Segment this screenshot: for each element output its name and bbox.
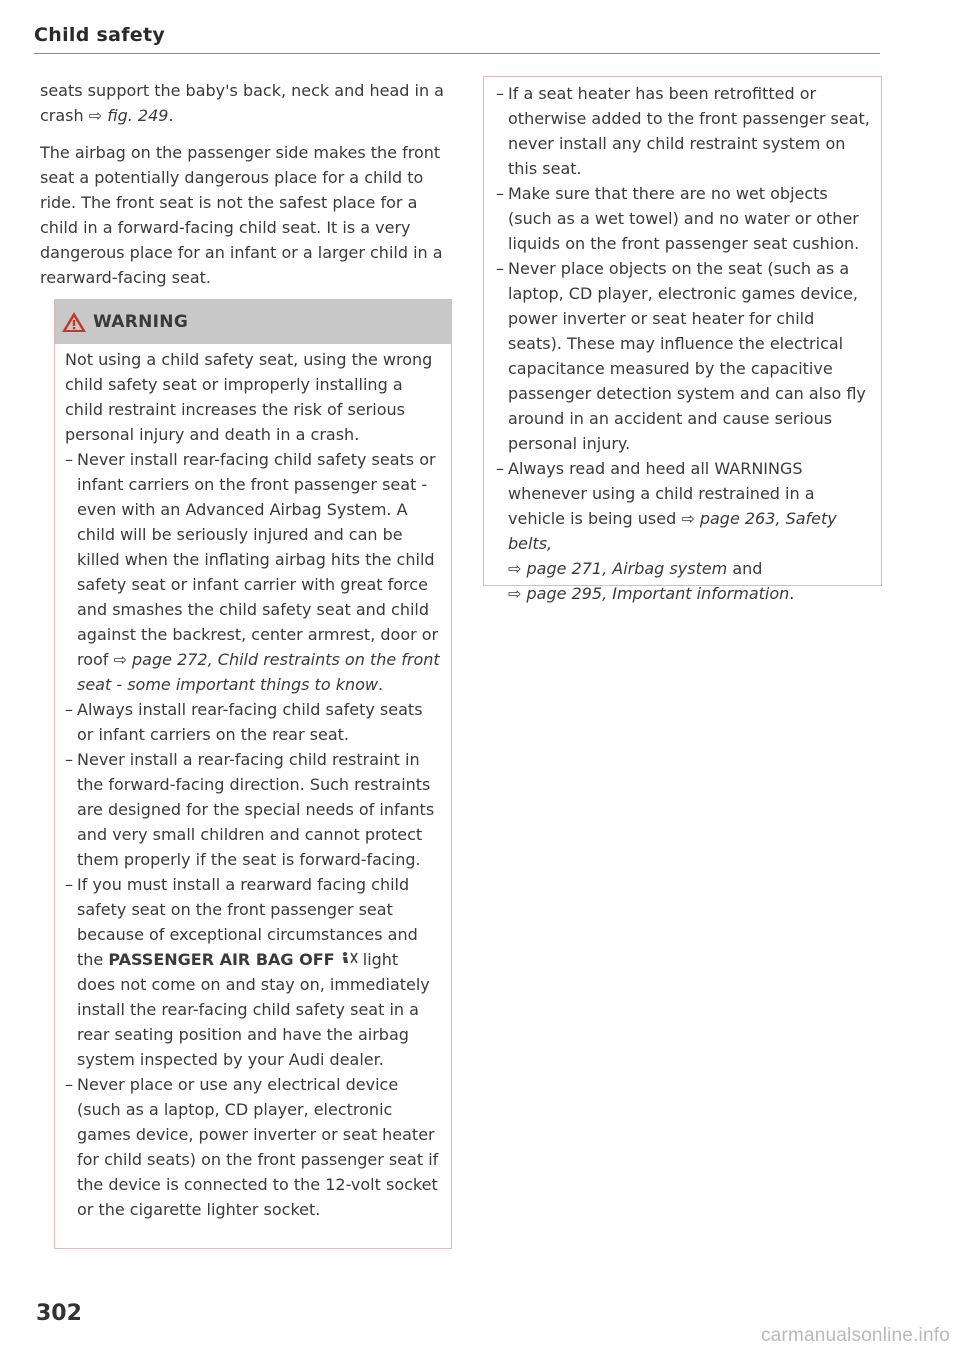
page-reference[interactable]: ⇨ page 271, Airbag system (508, 559, 728, 578)
page-reference[interactable]: ⇨ page 272, Child restraints on the front seat - some important things to know (77, 650, 440, 694)
list-item: – Never place objects on the seat (such as a laptop, CD player, electronic games device, power inverter or seat heater for child seats). These may influence the electrical capacitance measured by the capacitive passenger detection system and can also fly around in an accident and cause serious personal injury. (496, 256, 871, 456)
warning-list-continued (496, 81, 871, 606)
section-title: Child safety (34, 24, 166, 46)
list-item: – Never install rear-facing child safety seats or infant carriers on the front passenger seat - even with an Advanced Airbag System. A child will be seriously injured and can be killed when the inflating airbag hits the child safety seat or infant carrier with great force and smashes the child safety seat and child against the backrest, center armrest, door or roof ⇨ page 272, Child restraints on the front seat - some important things to know. (65, 447, 441, 697)
figure-reference[interactable]: ⇨ fig. 249 (88, 106, 169, 125)
indicator-name: PASSENGER AIR BAG OFF (108, 950, 335, 969)
watermark: carmanualsonline.info (760, 1325, 950, 1346)
list-item: – Never place or use any electrical device (such as a laptop, CD player, electronic games device, power inverter or seat heater for child seats) on the front passenger seat if the device is connected to the 12-volt socket or the cigarette lighter socket. (65, 1072, 441, 1222)
warning-label: WARNING (93, 312, 189, 332)
warning-box (54, 299, 452, 1249)
intro-paragraph-2: The airbag on the passenger side makes the front seat a potentially dangerous place for a child to ride. The front seat is not the safest place for a child in a forward-facing child seat. It is a very dangerous place for an infant or a larger child in a rearward-facing seat. (40, 143, 443, 287)
list-item: – If a seat heater has been retrofitted or otherwise added to the front passenger seat, never install any child restraint system on this seat. (496, 81, 871, 181)
warning-list (65, 447, 441, 1222)
list-item: – Always install rear-facing child safety seats or infant carriers on the rear seat. (65, 697, 441, 747)
page-reference[interactable]: ⇨ page 263, Safety belts, (508, 509, 837, 553)
list-item: – Make sure that there are no wet objects (such as a wet towel) and no water or other liquids on the front passenger seat cushion. (496, 181, 871, 256)
intro-text (40, 78, 460, 290)
page-number: 302 (36, 1301, 82, 1326)
warning-lead: Not using a child safety seat, using the wrong child safety seat or improperly installing a child restraint increases the risk of serious personal injury and death in a crash. (65, 350, 433, 444)
header-rule (34, 53, 880, 54)
list-item: – Never install a rear-facing child restraint in the forward-facing direction. Such restraints are designed for the special needs of infants and very small children and cannot protect them properly if the seat is forward-facing. (65, 747, 441, 872)
list-item: – Always read and heed all WARNINGS whenever using a child restrained in a vehicle is being used ⇨ page 263, Safety belts, ⇨ page 271, Airbag system and ⇨ page 295, Important information. (496, 456, 871, 606)
list-item: – If you must install a rearward facing child safety seat on the front passenger seat because of exceptional circumstances and the PASSENGER AIR BAG OFF light does not come on and stay on, immediately install the rear-facing child safety seat in a rear seating position and have the airbag system inspected by your Audi dealer. (65, 872, 441, 1072)
warning-box-continued (483, 76, 882, 603)
passenger-airbag-off-icon (340, 951, 358, 967)
warning-header (55, 300, 451, 344)
warning-triangle-icon (61, 311, 87, 333)
page-reference[interactable]: ⇨ page 295, Important information (508, 584, 790, 603)
intro-paragraph-1: seats support the baby's back, neck and head in a crash ⇨ fig. 249. (40, 81, 444, 125)
